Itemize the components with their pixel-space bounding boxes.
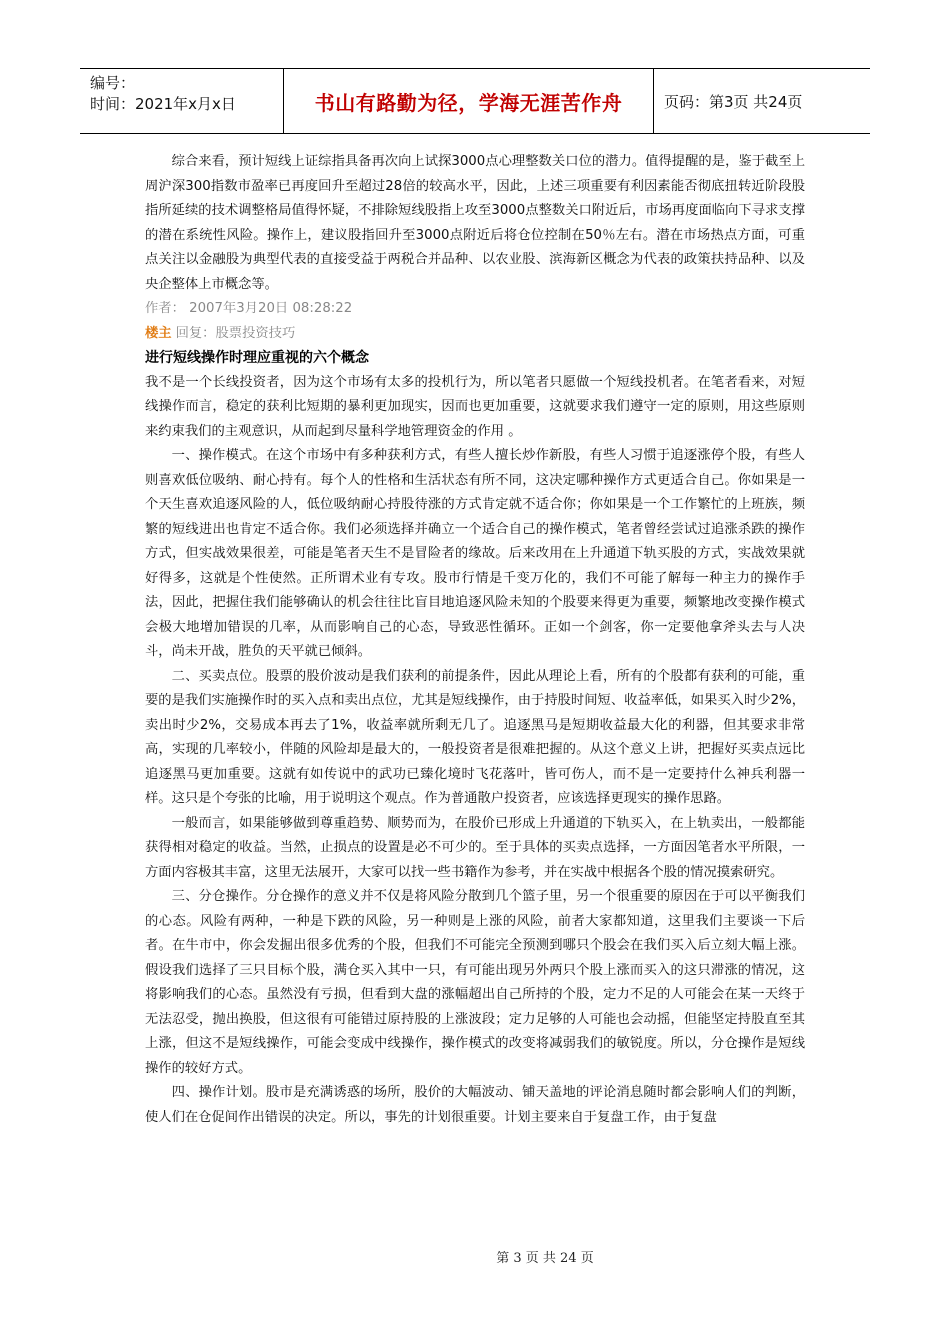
header-page-label: 页码：第3页 共24页 <box>664 92 803 111</box>
number-label: 编号： <box>90 74 136 92</box>
author-line: 作者： 2007年3月20日 08:28:22 <box>145 301 353 316</box>
header-info <box>80 69 284 133</box>
paragraph-3: 二、买卖点位。股票的股价波动是我们获利的前提条件，因此从理论上看，所有的个股都有获利的可能，重要的是我们实施操作时的买入点和卖出点位，尤其是短线操作，由于持股时间短、收益率低，如果买入时少2%，卖出时少2%，交易成本再去了1%，收益率就所剩无几了。追逐黑马是短期收益最大化的利器，但其要求非常高，实现的几率较小，伴随的风险却是最大的，一般投资者是很难把握的。从这个意义上讲，把握好买卖点远比追逐黑马更加重要。这就有如传说中的武功已臻化境时飞花落叶，皆可伤人，而不是一定要持什么神兵利器一样。这只是个夸张的比喻，用于说明这个观点。作为普通散户投资者，应该选择更现实的操作思路。 <box>145 668 805 806</box>
document-body <box>145 150 805 1130</box>
page-footer: 第 3 页 共 24 页 <box>496 1251 594 1266</box>
time-label: 时间：2021年x月x日 <box>90 95 236 113</box>
paragraph-4: 一般而言，如果能够做到尊重趋势、顺势而为，在股价已形成上升通道的下轨买入，在上轨卖出，一般都能获得相对稳定的收益。当然，止损点的设置是必不可少的。至于具体的买卖点选择，一方面因笔者水平所限，一方面内容极其丰富，这里无法展开，大家可以找一些书籍作为参考，并在实战中根据各个股的情况摸索研究。 <box>145 815 805 880</box>
intro-paragraph: 综合来看，预计短线上证综指具备再次向上试探3000点心理整数关口位的潜力。值得提醒的是，鉴于截至上周沪深300指数市盈率已再度回升至超过28倍的较高水平，因此，上述三项重要有利因素能否彻底扭转近阶段股指所延续的技术调整格局值得怀疑，不排除短线股指上攻至3000点整数关口附近后，市场再度面临向下寻求支撑的潜在系统性风险。操作上，建议股指回升至3000点附近后将仓位控制在50％左右。潜在市场热点方面，可重点关注以金融股为典型代表的直接受益于两税合并品种、以农业股、滨海新区概念为代表的政策扶持品种、以及央企整体上市概念等。 <box>145 154 805 292</box>
paragraph-5: 三、分仓操作。分仓操作的意义并不仅是将风险分散到几个篮子里，另一个很重要的原因在于可以平衡我们的心态。风险有两种，一种是下跌的风险，另一种则是上涨的风险，前者大家都知道，这里我们主要谈一下后者。在牛市中，你会发掘出很多优秀的个股，但我们不可能完全预测到哪只个股会在我们买入后立刻大幅上涨。假设我们选择了三只目标个股，满仓买入其中一只，有可能出现另外两只个股上涨而买入的这只滞涨的情况，这将影响我们的心态。虽然没有亏损，但看到大盘的涨幅超出自己所持的个股，定力不足的人可能会在某一天终于无法忍受，抛出换股，但这很有可能错过原持股的上涨波段；定力足够的人可能也会动摇，但能坚定持股直至其上涨，但这不是短线操作，可能会变成中线操作，操作模式的改变将减弱我们的敏锐度。所以，分仓操作是短线操作的较好方式。 <box>145 889 805 1076</box>
article-title: 进行短线操作时理应重视的六个概念 <box>145 350 369 366</box>
paragraph-1: 我不是一个长线投资者，因为这个市场有太多的投机行为，所以笔者只愿做一个短线投机者。在笔者看来，对短线操作而言，稳定的获利比短期的暴利更加现实，因而也更加重要，这就要求我们遵守一定的原则，用这些原则来约束我们的主观意识，从而起到尽量科学地管理资金的作用 。 <box>145 374 805 439</box>
page-header <box>80 68 870 134</box>
paragraph-6: 四、操作计划。股市是充满诱惑的场所，股价的大幅波动、铺天盖地的评论消息随时都会影响人们的判断，使人们在仓促间作出错误的决定。所以，事先的计划很重要。计划主要来自于复盘工作，由于复盘 <box>145 1085 805 1125</box>
reply-text: 回复：股票投资技巧 <box>175 325 296 341</box>
reply-line <box>145 322 805 347</box>
poster-badge: 楼主 <box>145 325 172 341</box>
header-motto: 书山有路勤为径，学海无涯苦作舟 <box>284 69 654 133</box>
paragraph-2: 一、操作模式。在这个市场中有多种获利方式，有些人擅长炒作新股，有些人习惯于追逐涨停个股，有些人则喜欢低位吸纳、耐心持有。每个人的性格和生活状态有所不同，这决定哪种操作方式更适合自己。你如果是一个天生喜欢追逐风险的人，低位吸纳耐心持股待涨的方式肯定就不适合你；你如果是一个工作繁忙的上班族，频繁的短线进出也肯定不适合你。我们必须选择并确立一个适合自己的操作模式，笔者曾经尝试过追涨杀跌的操作方式，但实战效果很差，可能是笔者天生不是冒险者的缘故。后来改用在上升通道下轨买股的方式，实战效果就好得多，这就是个性使然。正所谓术业有专攻。股市行情是千变万化的，我们不可能了解每一种主力的操作手法，因此，把握住我们能够确认的机会往往比盲目地追逐风险未知的个股要来得更为重要，频繁地改变操作模式会极大地增加错误的几率，从而影响自己的心态，导致恶性循环。正如一个剑客，你一定要他拿斧头去与人决斗，尚未开战，胜负的天平就已倾斜。 <box>145 448 805 659</box>
